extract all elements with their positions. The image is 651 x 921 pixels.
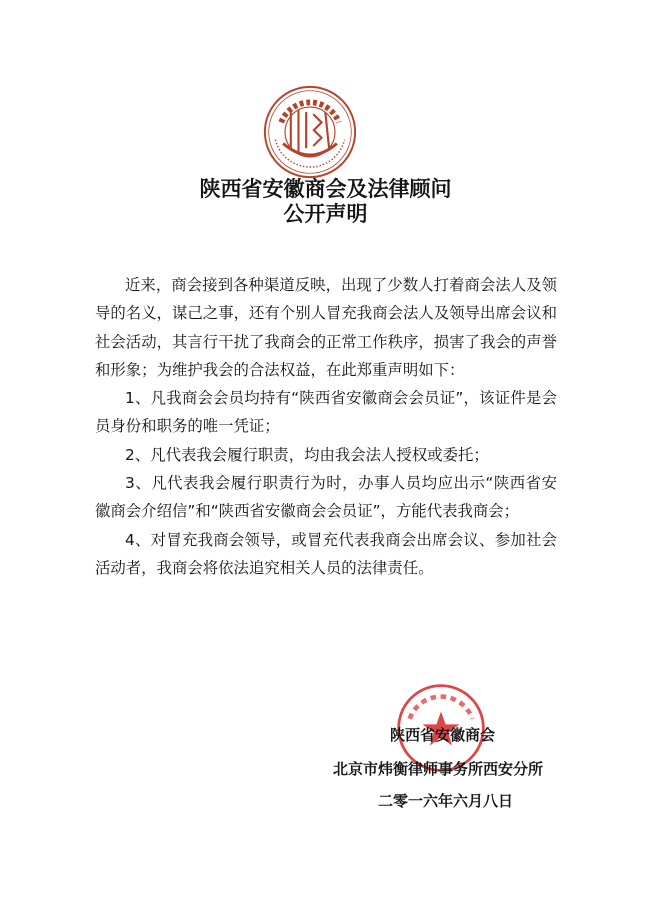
signature-date: 二零一六年六月八日 xyxy=(377,792,513,810)
signature-org: 陕西省安徽商会 xyxy=(389,726,495,744)
paragraph-item-3: 3、凡代表我会履行职责行为时，办事人员均应出示“陕西省安徽商会介绍信”和“陕西省安徽商会会员证”，方能代表我商会； xyxy=(95,474,557,521)
paragraph-intro: 近来，商会接到各种渠道反映，出现了少数人打着商会法人及领导的名义，谋己之事，还有个别人冒充我商会法人及领导出席会议和社会活动，其言行干扰了我商会的正常工作秩序，损害了我会的声誉和形象；为维护我会的合法权益，在此郑重声明如下： xyxy=(95,276,557,379)
chamber-emblem-icon xyxy=(262,84,358,180)
paragraph-item-4: 4、对冒充我商会领导，或冒充代表我商会出席会议、参加社会活动者，我商会将依法追究相关人员的法律责任。 xyxy=(95,530,557,577)
page-title: 陕西省安徽商会及法律顾问 xyxy=(199,177,452,201)
signature-law-firm: 北京市炜衡律师事务所西安分所 xyxy=(332,760,543,778)
paragraph-item-2: 2、凡代表我会履行职责，均由我会法人授权或委托； xyxy=(125,445,489,464)
page-subtitle: 公开声明 xyxy=(283,202,368,226)
paragraph-item-1: 1、凡我商会会员均持有“陕西省安徽商会会员证”，该证件是会员身份和职务的唯一凭证； xyxy=(95,389,557,436)
statement-body xyxy=(95,271,557,582)
